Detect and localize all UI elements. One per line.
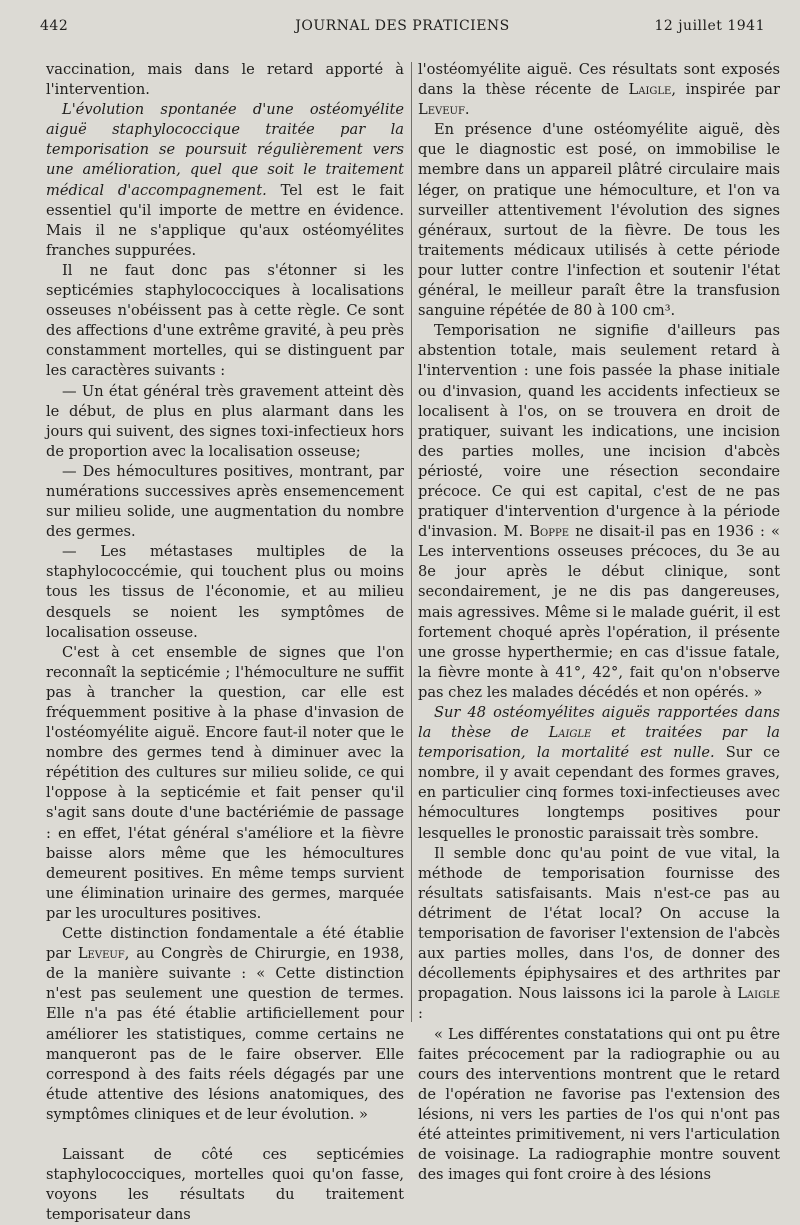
- paragraph-gap: [46, 1125, 404, 1145]
- author-name: Boppe: [529, 523, 570, 541]
- paragraph-text: Tel est le fait essentiel qu'il importe de mettre en évidence. Mais il ne s'applique qu'aux ostéomyélites franches suppurées.: [46, 181, 404, 259]
- emphasized-text: Sur 48 ostéomyélites aiguës rapportées dans la thèse de: [418, 704, 780, 742]
- paragraph-text: ne disait-il pas en 1936 : « Les interventions osseuses précoces, du 3e au 8e jour après le début clinique, sont secondairement, je ne dis pas dangereuses, mais agressives. Même si le malade guérit, il est fortement choqué après l'opération, il présente une grosse hyperthermie; en cas d'issue fatale, la fièvre monte à 41°, 42°, fait qu'on n'observe pas chez les malades décédés et non opérés. »: [418, 523, 780, 701]
- paragraph: [418, 844, 780, 1025]
- emphasized-text: et traitées par la temporisation, la mortalité est nulle.: [418, 724, 780, 762]
- left-column: [46, 60, 404, 1225]
- author-name: Laigle: [737, 985, 780, 1003]
- paragraph: Laissant de côté ces septicémies staphylococciques, mortelles quoi qu'on fasse, voyons les résultats du traitement temporisateur dans: [46, 1145, 404, 1224]
- author-name: Leveuf: [77, 945, 125, 963]
- paragraph: En présence d'une ostéomyélite aiguë, dès que le diagnostic est posé, on immobilise le membre dans un appareil plâtré circulaire mais léger, on pratique une hémoculture, et l'on va surveiller attentivement l'évolution des signes généraux, surtout de la fièvre. De tous les traitements médicaux utilisés à cette période pour lutter contre l'infection et soutenir l'état général, le meilleur paraît être la transfusion sanguine répétée de 80 à 100 cm³.: [418, 121, 780, 320]
- paragraph: vaccination, mais dans le retard apporté à l'intervention.: [46, 61, 404, 99]
- paragraph: — Les métastases multiples de la staphylococcémie, qui touchent plus ou moins tous les tissus de l'économie, et au milieu desquels se noient les symptômes de localisation osseuse.: [46, 543, 404, 641]
- paragraph-text: , inspirée par: [671, 81, 780, 99]
- paragraph-text: l'ostéomyélite aiguë. Ces résultats sont exposés dans la thèse récente de: [418, 61, 780, 99]
- paragraph: [418, 703, 780, 844]
- paragraph: [418, 321, 780, 703]
- paragraph: Il ne faut donc pas s'étonner si les septicémies staphylococciques à localisations osseuses n'obéissent pas à cette règle. Ce sont des affections d'une extrême gravité, à peu près constamment mortelles, qui se distinguent par les caractères suivants :: [46, 261, 404, 380]
- journal-title: JOURNAL DES PRATICIENS: [295, 18, 510, 34]
- paragraph-text: .: [464, 101, 470, 119]
- page-number: 442: [40, 18, 69, 34]
- paragraph: — Des hémocultures positives, montrant, par numérations successives après ensemencement sur milieu solide, une augmentation du nombre des germes.: [46, 462, 404, 541]
- right-column: [418, 60, 780, 1185]
- paragraph-text: Cette distinction fondamentale a été établie par: [46, 925, 404, 963]
- paragraph-text: Sur ce nombre, il y avait cependant des formes graves, en particulier cinq formes toxi-infectieuses avec hémocultures longtemps positives pour lesquelles le pronostic paraissait très sombre.: [418, 744, 780, 842]
- paragraph: « Les différentes constatations qui ont pu être faites précocement par la radiographie ou au cours des interventions montrent que le retard de l'opération ne favorise pas l'extension des lésions, ni vers les parties de l'os qui n'ont pas été atteintes primitivement, ni vers l'articulation de voisinage. La radiographie montre souvent des images qui font croire à des lésions: [418, 1025, 780, 1184]
- issue-date: 12 juillet 1941: [654, 18, 765, 34]
- column-divider: [411, 62, 412, 1022]
- paragraph-text: Il semble donc qu'au point de vue vital, la méthode de temporisation fournisse des résultats satisfaisants. Mais n'est-ce pas au détriment de l'état local? On accuse la temporisation de favoriser l'extension de l'abcès aux parties molles, dans l'os, de donner des décollements épiphysaires et des arthrites par propagation. Nous laissons ici la parole à: [418, 844, 780, 1003]
- paragraph: [46, 924, 404, 1125]
- paragraph: [46, 100, 404, 261]
- author-name: Leveuf: [418, 101, 465, 119]
- author-name: Laigle: [548, 724, 592, 742]
- paragraph-text: , au Congrès de Chirurgie, en 1938, de la manière suivante : « Cette distinction n'est pas seulement une question de termes. Elle n'a pas été établie artificiellement pour améliorer les statistiques, comme certains ne manqueront pas de le faire observer. Elle correspond à des faits réels dégagés par une étude attentive des lésions anatomiques, des symptômes cliniques et de leur évolution. »: [46, 945, 404, 1123]
- paragraph: — Un état général très gravement atteint dès le début, de plus en plus alarmant dans les jours qui suivent, des signes toxi-infectieux hors de proportion avec la localisation osseuse;: [46, 382, 404, 460]
- paragraph-text: :: [418, 1005, 423, 1023]
- emphasized-text: L'évolution spontanée d'une ostéomyélite aiguë staphylococcique traitée par la temporisation se poursuit régulièrement vers une amélioration, quel que soit le traitement médical d'accompagnement.: [46, 101, 404, 199]
- paragraph: [418, 60, 780, 120]
- paragraph: C'est à cet ensemble de signes que l'on reconnaît la septicémie ; l'hémoculture ne suffit pas à trancher la question, car elle est fréquemment positive à la phase d'invasion de l'ostéomyélite aiguë. Encore faut-il noter que le nombre des germes tend à diminuer avec la répétition des cultures sur milieu solide, ce qui l'oppose à la septicémie et fait penser qu'il s'agit sans doute d'une bactériémie de passage : en effet, l'état général s'améliore et la fièvre baisse alors même que les hémocultures demeurent positives. En même temps survient une élimination urinaire des germes, marquée par les urocultures positives.: [46, 643, 404, 922]
- running-header: [40, 18, 765, 38]
- author-name: Laigle: [628, 81, 672, 99]
- paragraph-text: Temporisation ne signifie d'ailleurs pas abstention totale, mais seulement retard à l'intervention : une fois passée la phase initiale ou d'invasion, quand les accidents infectieux se localisent à l'os, on se trouvera en droit de pratiquer, suivant les indications, une incision des parties molles, une incision d'abcès périosté, voire une résection secondaire précoce. Ce qui est capital, c'est de ne pas pratiquer d'intervention d'urgence à la période d'invasion. M.: [418, 322, 780, 541]
